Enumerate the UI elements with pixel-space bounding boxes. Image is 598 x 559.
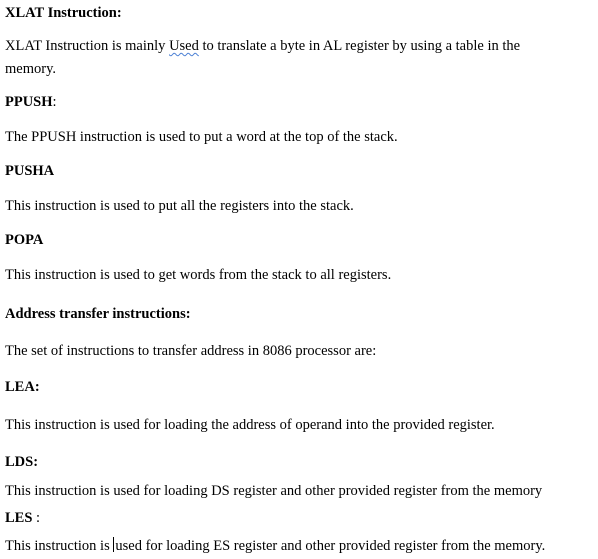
pusha-paragraph: This instruction is used to put all the registers into the stack.	[5, 198, 354, 214]
spelling-flag-used[interactable]: Used	[169, 38, 199, 54]
ppush-heading-line	[5, 93, 57, 111]
xlat-text-rest: to translate a byte in AL register by using a table in the	[198, 38, 521, 54]
les-text-start: This instruction is	[5, 538, 114, 554]
address-transfer-heading: Address transfer instructions:	[5, 306, 191, 322]
ppush-heading-colon: :	[52, 94, 57, 110]
popa-paragraph: This instruction is used to get words from the stack to all registers.	[5, 267, 392, 283]
ppush-heading: PPUSH	[5, 94, 53, 110]
lea-heading: LEA:	[5, 379, 40, 395]
les-paragraph	[5, 537, 545, 555]
les-text-rest: used for loading ES register and other provided register from the memory.	[115, 538, 546, 554]
ppush-paragraph: The PPUSH instruction is used to put a word at the top of the stack.	[5, 129, 398, 145]
xlat-text-start: XLAT Instruction is mainly	[5, 38, 170, 54]
les-heading-colon: :	[32, 510, 41, 526]
lds-paragraph: This instruction is used for loading DS register and other provided register from the memory	[5, 483, 543, 499]
pusha-heading: PUSHA	[5, 163, 55, 179]
xlat-heading: XLAT Instruction:	[5, 5, 122, 21]
lds-heading: LDS:	[5, 454, 39, 470]
lea-paragraph: This instruction is used for loading the address of operand into the provided register.	[5, 417, 495, 433]
popa-heading: POPA	[5, 232, 44, 248]
les-heading-line	[5, 509, 40, 527]
address-transfer-paragraph: The set of instructions to transfer address in 8086 processor are:	[5, 343, 377, 359]
xlat-paragraph-line-1	[5, 37, 520, 55]
xlat-paragraph-line-2: memory.	[5, 61, 57, 77]
les-heading: LES	[5, 510, 33, 526]
